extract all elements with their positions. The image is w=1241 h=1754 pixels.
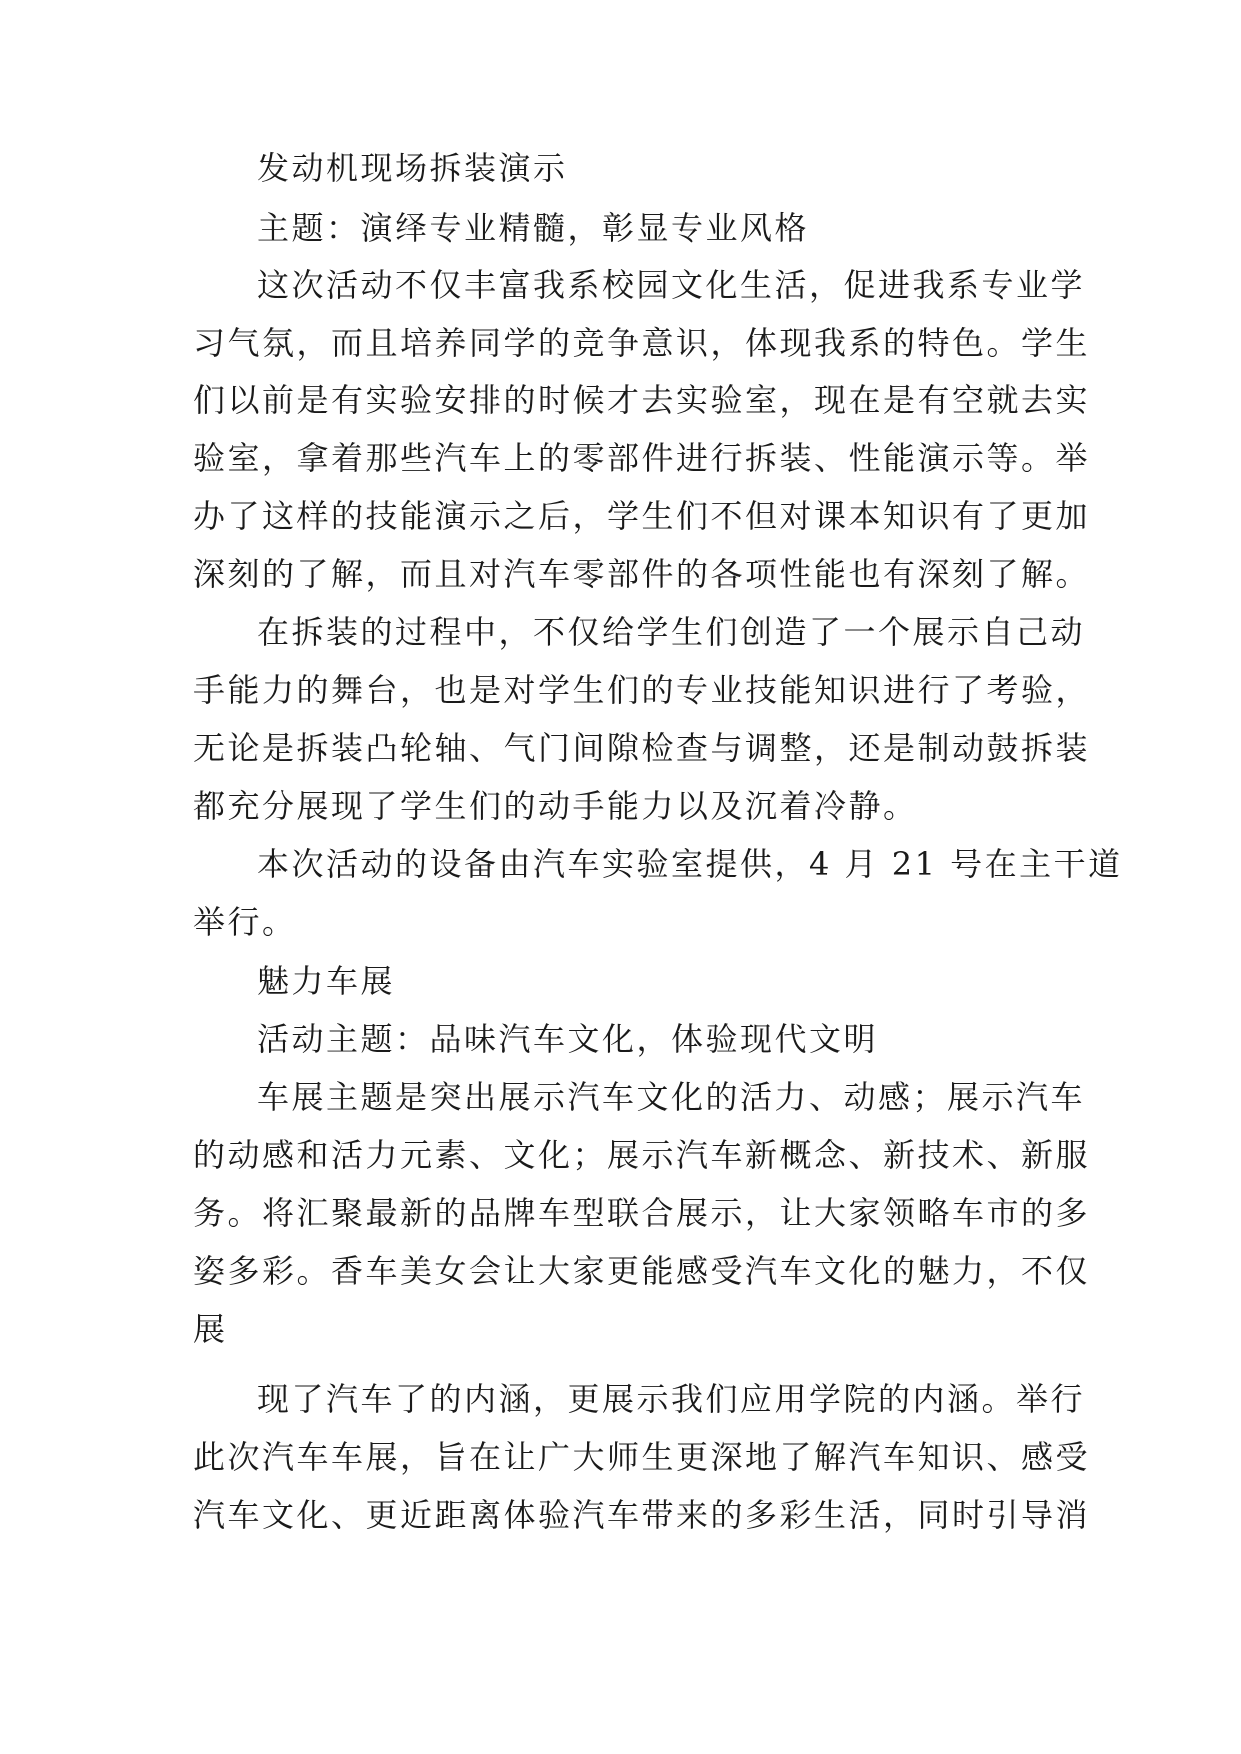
paragraph-line: 车展主题是突出展示汽车文化的活力、动感；展示汽车 (257, 1078, 1086, 1116)
paragraph-line: 展 (193, 1310, 228, 1348)
paragraph-line: 办了这样的技能演示之后，学生们不但对课本知识有了更加 (193, 497, 1091, 535)
paragraph-line: 深刻的了解，而且对汽车零部件的各项性能也有深刻了解。 (193, 555, 1091, 593)
paragraph-line: 这次活动不仅丰富我系校园文化生活，促进我系专业学 (257, 266, 1086, 304)
paragraph-line: 务。将汇聚最新的品牌车型联合展示，让大家领略车市的多 (193, 1194, 1091, 1232)
paragraph-line: 们以前是有实验安排的时候才去实验室，现在是有空就去实 (193, 381, 1091, 419)
paragraph-line: 汽车文化、更近距离体验汽车带来的多彩生活，同时引导消 (193, 1496, 1091, 1534)
paragraph-line: 在拆装的过程中，不仅给学生们创造了一个展示自己动 (257, 613, 1086, 651)
theme-line: 主题：演绎专业精髓，彰显专业风格 (257, 209, 810, 247)
paragraph-line: 此次汽车车展，旨在让广大师生更深地了解汽车知识、感受 (193, 1438, 1091, 1476)
paragraph-line: 姿多彩。香车美女会让大家更能感受汽车文化的魅力，不仅 (193, 1252, 1091, 1290)
paragraph-line: 都充分展现了学生们的动手能力以及沉着冷静。 (193, 787, 918, 825)
paragraph-line: 手能力的舞台，也是对学生们的专业技能知识进行了考验， (193, 671, 1091, 709)
paragraph-line: 举行。 (193, 903, 297, 941)
paragraph-line: 本次活动的设备由汽车实验室提供，4 月 21 号在主干道 (257, 845, 1123, 883)
paragraph-line: 的动感和活力元素、文化；展示汽车新概念、新技术、新服 (193, 1136, 1091, 1174)
paragraph-line: 习气氛，而且培养同学的竞争意识，体现我系的特色。学生 (193, 324, 1091, 362)
section-heading-auto-show: 魅力车展 (257, 962, 396, 1000)
theme-line: 活动主题：品味汽车文化，体验现代文明 (257, 1020, 879, 1058)
paragraph-line: 现了汽车了的内涵，更展示我们应用学院的内涵。举行 (257, 1380, 1086, 1418)
paragraph-line: 验室，拿着那些汽车上的零部件进行拆装、性能演示等。举 (193, 439, 1091, 477)
paragraph-line: 无论是拆装凸轮轴、气门间隙检查与调整，还是制动鼓拆装 (193, 729, 1091, 767)
section-heading-engine-demo: 发动机现场拆装演示 (257, 149, 568, 187)
